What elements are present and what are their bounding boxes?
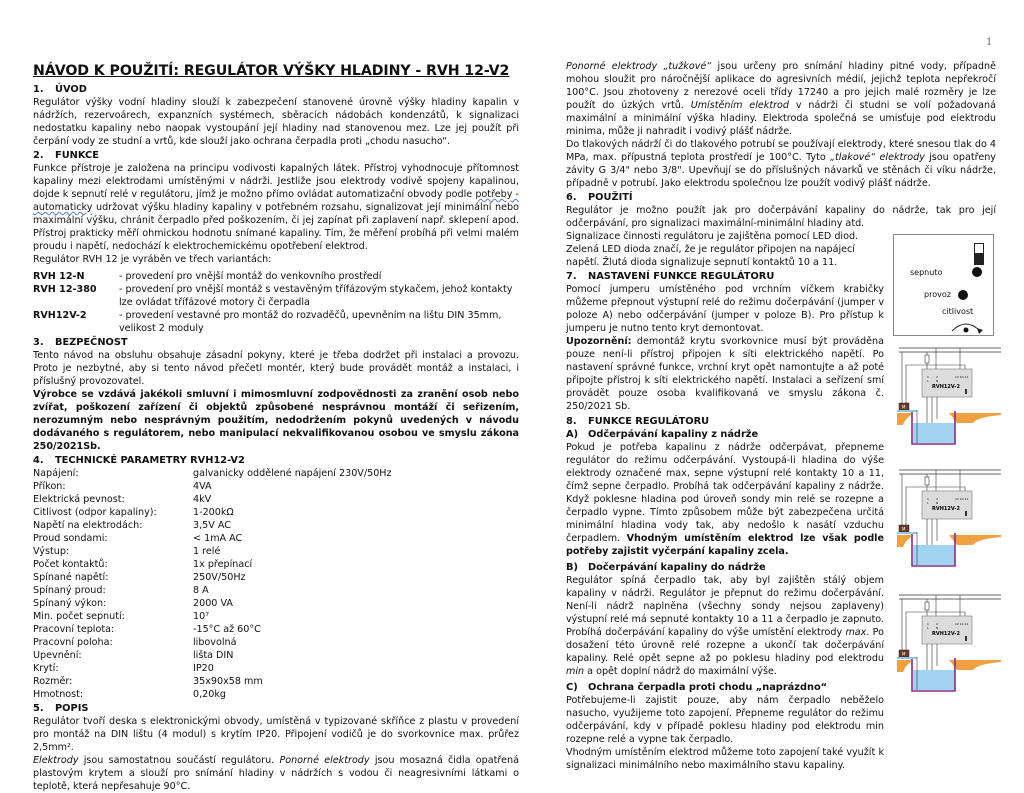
water bbox=[913, 423, 955, 443]
parameter-row bbox=[33, 597, 392, 610]
svg-text:2: 2 bbox=[936, 375, 938, 379]
variant-row: RVH12V-2 - provedení vestavné pro montáž do rozvaděčů, upevněním na lištu DIN 35mm, velikost 2 moduly bbox=[33, 310, 502, 334]
svg-text:1: 1 bbox=[927, 497, 929, 501]
left-column bbox=[33, 62, 519, 792]
parameter-label: Hmotnost: bbox=[33, 689, 84, 700]
knob-label-citlivost: citlivost bbox=[942, 307, 974, 316]
parameter-row bbox=[33, 480, 392, 493]
parameter-label: Pracovní teplota: bbox=[33, 624, 115, 635]
svg-text:12 10 11: 12 10 11 bbox=[955, 622, 969, 626]
svg-text:12 10 11: 12 10 11 bbox=[955, 375, 969, 379]
subheading-c: C) Ochrana čerpadla proti chodu „naprázdno“ bbox=[566, 682, 828, 693]
parameter-label: Spínaný proud: bbox=[33, 585, 106, 596]
paragraph-continued: Ponorné elektrody „tužkové“ jsou určeny pro snímání hladiny pitné vody, případně mohou sloužit pro náročnější aplikace do agresivních médií, jejichž teplota nepřekročí 100°C. Jsou zhotoveny z nerezové oceli třídy 17240 a pro jejich malé rozměry je lze použít do úzkých vrtů. Umístěním elektrod v nádrži či studni se volí požadovaná maximální a minimální výška hladiny. Elektroda společná se umisťuje pod elektrodu minima, může ji nahradit i vodivý plášť nádrže. bbox=[566, 61, 996, 137]
svg-text:2: 2 bbox=[936, 622, 938, 626]
parameter-value: 3,5V AC bbox=[193, 520, 231, 531]
svg-text:2: 2 bbox=[936, 497, 938, 501]
regulator-device bbox=[922, 491, 972, 519]
parameter-row bbox=[33, 623, 392, 636]
parameter-label: Spínaný výkon: bbox=[33, 598, 107, 609]
parameter-value: 4kV bbox=[193, 494, 212, 505]
svg-text:N: N bbox=[936, 626, 939, 630]
led-label-provoz: provoz bbox=[924, 290, 951, 299]
svg-text:1: 1 bbox=[927, 622, 929, 626]
parameter-value: 0,20kg bbox=[193, 689, 227, 700]
svg-text:12 10 11: 12 10 11 bbox=[955, 497, 969, 501]
parameter-label: Krytí: bbox=[33, 663, 59, 674]
parameter-value: 2000 VA bbox=[193, 598, 233, 609]
front-panel-figure bbox=[893, 234, 994, 336]
paragraph: Do tlakových nádrží či do tlakového potrubí se používají elektrody, které snesou tlak do 4 MPa, max. přípustná teplota prostředí je 100°C. Tyto „tlakové“ elektrody jsou opatřeny závity G 3/4" nebo 3/8". Upevňují se do příslušných návarků ve stěnách či víku nádrže, případně v potrubí. Jako elektrodu společnou lze použít vodivý plášť nádrže. bbox=[566, 139, 996, 189]
parameter-label: Citlivost (odpor kapaliny): bbox=[33, 507, 157, 518]
parameter-value: 1 relé bbox=[193, 546, 221, 557]
page-number: 1 bbox=[986, 37, 993, 48]
parameter-value: lišta DIN bbox=[193, 650, 234, 661]
paragraph: Pomocí jumperu umístěného pod vrchním víčkem krabičky můžeme přepnout výstupní relé do režimu dočerpávání (jumper v poloze A) nebo odčerpávání (jumper v poloze B). Pro přístup k jumperu je nutno tento kryt demontovat. bbox=[566, 284, 884, 334]
svg-text:1: 1 bbox=[927, 375, 929, 379]
parameter-label: Napětí na elektrodách: bbox=[33, 520, 143, 531]
regulator-device bbox=[922, 369, 972, 397]
subheading-a: A) Odčerpávání kapaliny z nádrže bbox=[566, 429, 759, 440]
parameter-row bbox=[33, 545, 392, 558]
liability-warning: Výrobce se vzdává jakékoli smluvní i mimosmluvní zodpovědnosti za zranění osob nebo zvířat, poškození zařízení či objektů způsobené nesprávnou montáží či seřizením, nerozumným nebo nesprávným použitím, nedodržením pokynů uvedených v návodu dodávaného s regulátorem, nebo manipulací nekvalifikovanou osobou ve smyslu zákona 250/2021Sb. bbox=[33, 389, 519, 452]
sensitivity-knob-icon bbox=[946, 317, 986, 335]
svg-text:N: N bbox=[936, 379, 939, 383]
parameter-value: 1x přepínací bbox=[193, 559, 253, 570]
section-heading-technicke-parametry: 4. TECHNICKÉ PARAMETRY RVH12-V2 bbox=[33, 455, 245, 466]
svg-text:RVH12V-2: RVH12V-2 bbox=[932, 384, 960, 390]
parameter-row bbox=[33, 571, 392, 584]
technical-parameters-table bbox=[33, 467, 392, 701]
svg-text:RVH12V-2: RVH12V-2 bbox=[932, 506, 960, 512]
svg-text:L: L bbox=[927, 501, 929, 505]
parameter-label: Napájení: bbox=[33, 468, 79, 479]
paragraph: Funkce přístroje je založena na principu vodivosti kapalných látek. Přístroj vyhodnocuje přítomnost kapaliny mezi elektrodami umístěnými v nádrži. Jestliže jsou elektrody vodivě spojeny kapalinou, dojde k sepnutí relé v regulátoru, jímž je možno přímo ovládat automatizační obvody podle potřeby - automaticky udržovat výšku hladiny kapaliny v potřebném rozsahu, signalizovat její minimální nebo maximální výšku, chránit čerpadlo před poškozením, či jej zapínat při zaplavení např. sklepení apod. Přístroj prakticky měří ohmickou hodnotu snímané kapaliny. Tím, že měření probíhá při velmi malém proudu i napětí, nedochází k elektrochemickému opotřebení elektrod. bbox=[33, 163, 519, 252]
section-heading-funkce: 2. FUNKCE bbox=[33, 150, 99, 161]
led-provoz-icon bbox=[958, 290, 968, 300]
parameter-value: -15°C až 60°C bbox=[193, 624, 261, 635]
parameter-label: Příkon: bbox=[33, 481, 66, 492]
variant-row: RVH 12-380 - provedení pro vnější montáž s vestavěným třífázovým stykačem, jehož kontakty lze ovládat třífázové motory či čerpadla bbox=[33, 284, 513, 308]
section-heading-funkce-regulatoru: 8. FUNKCE REGULÁTORU bbox=[566, 416, 710, 427]
regulator-device bbox=[922, 616, 972, 644]
parameter-row bbox=[33, 506, 392, 519]
led-sepnuto-icon bbox=[972, 267, 982, 277]
svg-text:N: N bbox=[936, 501, 939, 505]
water bbox=[913, 545, 955, 565]
paragraph: Regulátor tvoří deska s elektronickými obvody, umístěná v typizované skříňce z plastu v provedení pro montáž na DIN lištu (4 modul) s krytím IP20. Připojení vodičů je do svorkovnice max. průřez 2,5mm². bbox=[33, 716, 519, 753]
parameter-label: Výstup: bbox=[33, 546, 70, 557]
parameter-value: 4VA bbox=[193, 481, 212, 492]
wiring-diagram-odcerpavani bbox=[897, 343, 1005, 451]
parameter-value: 10⁷ bbox=[193, 611, 210, 622]
parameter-row bbox=[33, 584, 392, 597]
svg-text:L: L bbox=[927, 626, 929, 630]
parameter-value: 250V/50Hz bbox=[193, 572, 246, 583]
parameter-label: Počet kontaktů: bbox=[33, 559, 108, 570]
section-heading-pouziti: 6. POUŽITÍ bbox=[566, 192, 633, 203]
svg-text:M: M bbox=[902, 651, 906, 657]
svg-text:M: M bbox=[902, 526, 906, 532]
parameter-value: 35x90x58 mm bbox=[193, 676, 263, 687]
parameter-row bbox=[33, 467, 392, 480]
parameter-row bbox=[33, 662, 392, 675]
parameter-value: < 1mA AC bbox=[193, 533, 243, 544]
paragraph: Pokud je potřeba kapalinu z nádrže odčerpávat, přepneme regulátor do režimu odčerpávání. Vystoupá-li hladina do výše elektrody označené max, sepne výstupní relé kontakty 10 a 11, čímž sepne čerpadlo. Probíhá tak odčerpávání kapaliny z nádrže. Když poklesne hladina pod úroveň sondy min relé se rozepne a čerpadlo vypne. Tímto způsobem může být zabezpečena určitá minimální hladina vody tak, aby nedošlo k nasátí vzduchu čerpadlem. Vhodným umístěním elektrod lze však podle potřeby zajistit vyčerpání kapaliny zcela. bbox=[566, 442, 884, 557]
paragraph: Signalizace činnosti regulátoru je zajištěna pomocí LED diod. Zelená LED dioda značí, že je regulátor připojen na napájecí napětí. Žlutá dioda signalizuje sepnutí kontaktů 10 a 11. bbox=[566, 231, 859, 268]
parameter-label: Elektrická pevnost: bbox=[33, 494, 125, 505]
parameter-row bbox=[33, 519, 392, 532]
section-heading-bezpecnost: 3. BEZPEČNOST bbox=[33, 337, 128, 348]
section-heading-uvod: 1. ÚVOD bbox=[33, 84, 87, 95]
paragraph: Elektrody jsou samostatnou součástí regulátoru. Ponorné elektrody jsou mosazná čidla opatřená plastovým krytem a slouží pro snímání hladiny v nádržích s vodou či neagresivními látkami o teplotě, která nepřesahuje 90°C. bbox=[33, 755, 519, 792]
water bbox=[913, 670, 955, 690]
parameter-value: libovolná bbox=[193, 637, 237, 648]
led-label-sepnuto: sepnuto bbox=[910, 268, 943, 277]
parameter-label: Proud sondami: bbox=[33, 533, 108, 544]
parameter-label: Pracovní poloha: bbox=[33, 637, 113, 648]
paragraph: Tento návod na obsluhu obsahuje zásadní pokyny, které je třeba dodržet při instalaci a provozu. Proto je nezbytné, aby si tento návod přečetl montér, který bude provádět montáž a instalaci, i příslušný provozovatel. bbox=[33, 350, 519, 387]
paragraph: Regulátor je možno použít jak pro dočerpávání kapaliny do nádrže, tak pro její odčerpávání, pro signalizaci maximální-minimální hladiny atd. bbox=[566, 205, 996, 229]
parameter-value: IP20 bbox=[193, 663, 214, 674]
document-title: NÁVOD K POUŽITÍ: REGULÁTOR VÝŠKY HLADINY - RVH 12-V2 bbox=[33, 63, 510, 79]
parameter-label: Upevnění: bbox=[33, 650, 82, 661]
fuse-icon bbox=[925, 602, 929, 610]
parameter-row bbox=[33, 688, 392, 701]
parameter-value: 8 A bbox=[193, 585, 209, 596]
parameter-row bbox=[33, 649, 392, 662]
subheading-b: B) Dočerpávání kapaliny do nádrže bbox=[566, 562, 766, 573]
variant-row: RVH 12-N - provedení pro vnější montáž do venkovního prostředí bbox=[33, 271, 382, 282]
svg-text:M: M bbox=[902, 404, 906, 410]
paragraph: Vhodným umístěním elektrod můžeme toto zapojení také využít k signalizaci minimálního nebo maximálního stavu kapaliny. bbox=[566, 747, 884, 771]
wiring-diagram-docerpavani bbox=[897, 465, 1005, 573]
paragraph: Potřebujeme-li zajistit pouze, aby nám čerpadlo neběželo nasucho, využijeme toto zapojení. Přepneme regulátor do režimu odčerpávání, kdy v případě poklesu hladiny pod elektrodu min rozepne relé a vypne tak čerpadlo. bbox=[566, 695, 884, 745]
fuse-icon bbox=[925, 477, 929, 485]
paragraph: Regulátor spíná čerpadlo tak, aby byl zajištěn stálý objem kapaliny v nádrži. Regulátor je přepnut do režimu dočerpávání. Není-li nádrž naplněna (všechny sondy nejsou zaplaveny) výstupní relé má sepnuté kontakty 10 a 11 a čerpadlo je zapnuto. Probíhá dočerpávání kapaliny do výše umístění elektrody max. Po dosažení této úrovně relé rozepne a ukončí tak dočerpávání kapaliny. Relé opět sepne až po poklesu hladiny pod elektrodu min a opět doplní nádrž do maximální výše. bbox=[566, 575, 884, 677]
parameter-row bbox=[33, 636, 392, 649]
svg-text:L: L bbox=[927, 379, 929, 383]
paragraph: Regulátor výšky vodní hladiny slouží k zabezpečení stanovené úrovně výšky hladiny kapalin v nádržích, rezervoárech, expanzních systémech, sběracích nádobách kondenzátů, k signalizaci nedostatku kapaliny nebo naopak vystoupání její hladiny nad stanovenou mez. Lze jej použít při čerpání vody ze studní a vrtů, kde slouží jako ochrana čerpadla proti „chodu nasucho“. bbox=[33, 97, 519, 147]
svg-text:RVH12V-2: RVH12V-2 bbox=[932, 631, 960, 637]
parameter-row bbox=[33, 493, 392, 506]
parameter-label: Rozměr: bbox=[33, 676, 73, 687]
section-heading-popis: 5. POPIS bbox=[33, 703, 89, 714]
parameter-value: 1-200kΩ bbox=[193, 507, 234, 518]
paragraph: Upozornění: demontáž krytu svorkovnice musí být prováděna pouze není-li přístroj připojen k síti elektrického napětí. Po nastavení správné funkce, vrchní kryt opět namontujte a až poté připojte přístroj k síti elektrického napětí. Instalaci a seřízení smí provádět pouze osoba kvalifikovaná ve smyslu zákona č. 250/2021 Sb. bbox=[566, 336, 884, 412]
parameter-label: Min. počet sepnutí: bbox=[33, 611, 125, 622]
section-heading-nastaveni: 7. NASTAVENÍ FUNKCE REGULÁTORU bbox=[566, 271, 775, 282]
parameter-row bbox=[33, 532, 392, 545]
parameter-row bbox=[33, 675, 392, 688]
fuse-icon bbox=[925, 355, 929, 363]
wiring-diagram-ochrana bbox=[897, 590, 1005, 698]
parameter-value: galvanicky oddělené napájení 230V/50Hz bbox=[193, 468, 392, 479]
parameter-row bbox=[33, 558, 392, 571]
jumper-icon bbox=[974, 243, 984, 265]
parameter-row bbox=[33, 610, 392, 623]
paragraph: Regulátor RVH 12 je vyráběn ve třech variantách: bbox=[33, 254, 272, 265]
parameter-label: Spínané napětí: bbox=[33, 572, 109, 583]
